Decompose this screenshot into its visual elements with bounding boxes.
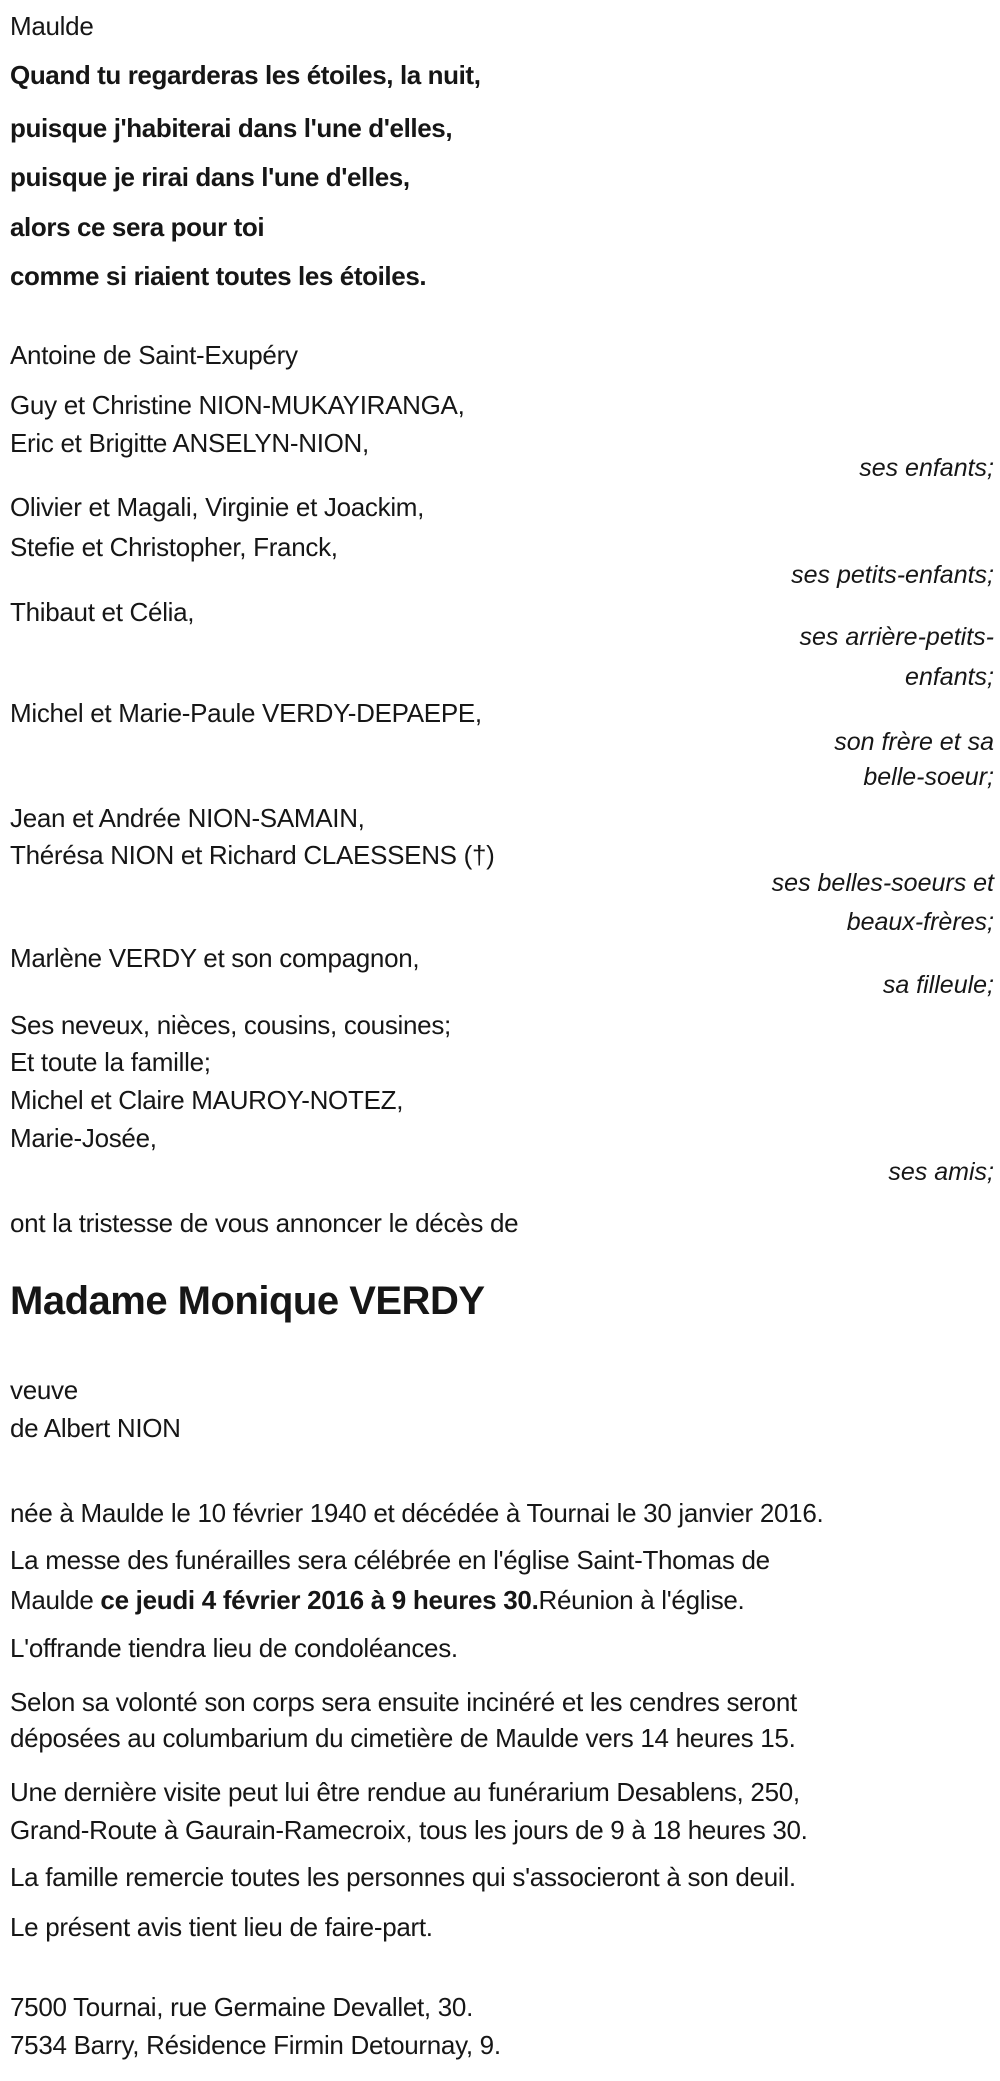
mass-line [10,1584,744,1616]
poem-line: Quand tu regarderas les étoiles, la nuit, [10,60,481,90]
visit-line: Grand-Route à Gaurain-Ramecroix, tous les jours de 9 à 18 heures 30. [10,1815,808,1845]
notice-line: Le présent avis tient lieu de faire-part. [10,1912,433,1942]
address-line: 7500 Tournai, rue Germaine Devallet, 30. [10,1992,474,2022]
family-member-line: Thérésa NION et Richard CLAESSENS (†) [10,840,495,870]
family-member-line: Et toute la famille; [10,1047,211,1077]
mass-line: La messe des funérailles sera célébrée en l'église Saint-Thomas de [10,1545,770,1575]
family-member-line: Eric et Brigitte ANSELYN-NION, [10,428,369,458]
family-member-line: Michel et Marie-Paule VERDY-DEPAEPE, [10,698,482,728]
poem-author: Antoine de Saint-Exupéry [10,340,298,370]
relation-label: ses arrière-petits- [799,623,994,651]
mass-date-bold: ce jeudi 4 février 2016 à 9 heures 30. [100,1585,539,1615]
visit-line: Une dernière visite peut lui être rendue au funérarium Desablens, 250, [10,1777,800,1807]
relation-label: beaux-frères; [846,908,994,936]
relation-label: ses petits-enfants; [791,561,994,589]
mass-line-end: Réunion à l'église. [538,1585,745,1615]
family-member-line: Stefie et Christopher, Franck, [10,532,338,562]
relation-label: enfants; [905,663,994,691]
family-member-line: Michel et Claire MAUROY-NOTEZ, [10,1085,404,1115]
address-line: 7534 Barry, Résidence Firmin Detournay, 9. [10,2030,501,2060]
widow-label: veuve [10,1375,78,1405]
deceased-name: Madame Monique VERDY [10,1279,485,1323]
family-member-line: Olivier et Magali, Virginie et Joackim, [10,492,425,522]
intro-line: ont la tristesse de vous annoncer le décès de [10,1208,519,1238]
poem-line: alors ce sera pour toi [10,212,265,242]
mass-line-start: Maulde [10,1585,101,1615]
location-line: Maulde [10,11,94,41]
offering-line: L'offrande tiendra lieu de condoléances. [10,1633,458,1663]
poem-line: puisque j'habiterai dans l'une d'elles, [10,113,453,143]
family-member-line: Jean et Andrée NION-SAMAIN, [10,803,365,833]
relation-label: ses amis; [888,1158,994,1186]
birth-death-line: née à Maulde le 10 février 1940 et décédée à Tournai le 30 janvier 2016. [10,1498,824,1528]
poem-line: puisque je rirai dans l'une d'elles, [10,162,410,192]
family-member-line: Guy et Christine NION-MUKAYIRANGA, [10,390,465,420]
thanks-line: La famille remercie toutes les personnes qui s'associeront à son deuil. [10,1862,796,1892]
family-member-line: Ses neveux, nièces, cousins, cousines; [10,1010,451,1040]
relation-label: ses enfants; [859,454,994,482]
cremation-line: Selon sa volonté son corps sera ensuite incinéré et les cendres seront [10,1687,797,1717]
family-member-line: Thibaut et Célia, [10,597,195,627]
relation-label: belle-soeur; [863,763,994,791]
family-member-line: Marlène VERDY et son compagnon, [10,943,420,973]
relation-label: ses belles-soeurs et [771,869,994,897]
cremation-line: déposées au columbarium du cimetière de Maulde vers 14 heures 15. [10,1723,796,1753]
poem-line: comme si riaient toutes les étoiles. [10,261,427,291]
family-member-line: Marie-Josée, [10,1123,157,1153]
widow-of-line: de Albert NION [10,1413,181,1443]
relation-label: son frère et sa [834,728,994,756]
relation-label: sa filleule; [882,971,994,999]
